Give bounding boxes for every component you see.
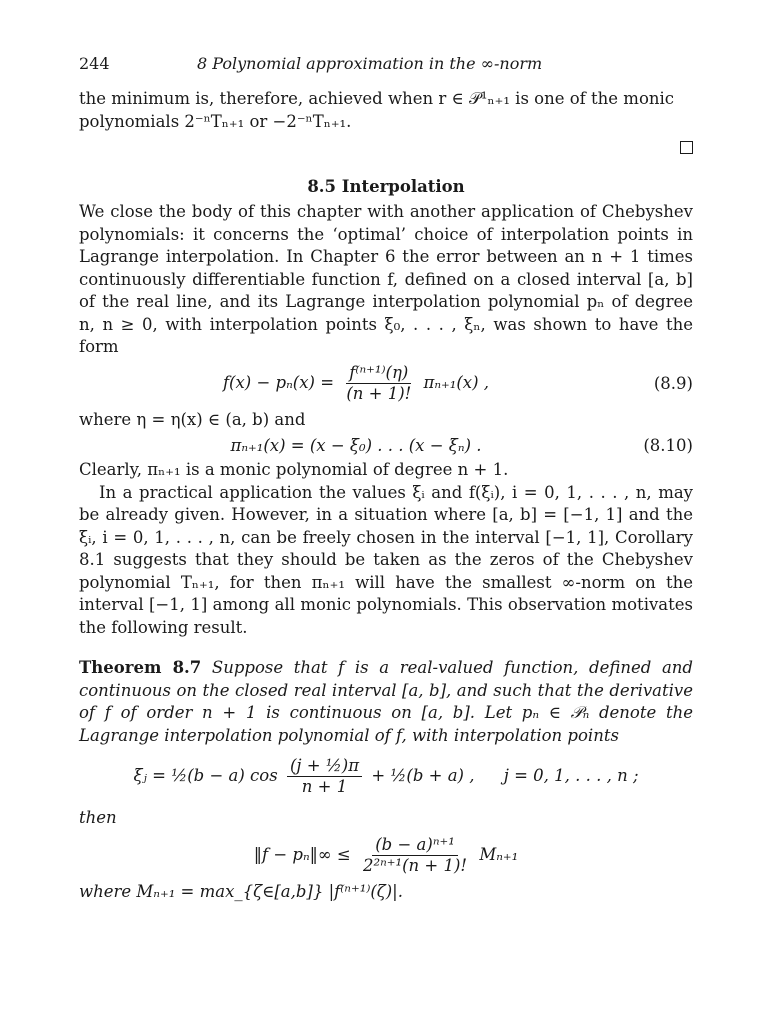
equation-8-9-rhs: πₙ₊₁(x) , bbox=[423, 373, 490, 392]
body-paragraph-1: We close the body of this chapter with another application of Chebyshev polynomials: it concerns the ‘optimal’ choice of interpolation points in Lagrange interpolation. In Chapter 6 the error between an n + 1 times continuously differentiable function f, defined on a closed interval [a, b] of the real line, and its Lagrange interpolation polynomial pₙ of degree n, n ≥ 0, with interpolation points ξ₀, . . . , ξₙ, was shown to have the form bbox=[79, 202, 693, 356]
equation-xi-denominator: n + 1 bbox=[301, 776, 348, 796]
running-head bbox=[79, 48, 693, 72]
equation-xi-fraction bbox=[287, 757, 362, 796]
page-number: 244 bbox=[79, 54, 110, 73]
section-title: 8.5 Interpolation bbox=[307, 177, 465, 196]
equation-bound-lhs: ‖f − pₙ‖∞ ≤ bbox=[253, 844, 351, 864]
intro-line-2: polynomials 2⁻ⁿTₙ₊₁ or −2⁻ⁿTₙ₊₁. bbox=[79, 111, 352, 131]
equation-8-9-fraction bbox=[343, 364, 414, 403]
equation-8-9-denominator: (n + 1)! bbox=[346, 384, 412, 403]
equation-xi-numerator: (j + ½)π bbox=[287, 757, 362, 777]
body-paragraph-2: In a practical application the values ξᵢ and f(ξᵢ), i = 0, 1, . . . , n, may be already given. However, in a situation where [a, b] = [−1, 1] and the ξᵢ, i = 0, 1, . . . , n, can be freely chosen in the interval [−1, 1], Corollary 8.1 suggests that they should be taken as the zeros of the Chebyshev polynomial Tₙ₊₁, for then πₙ₊₁ will have the smallest ∞-norm on the interval [−1, 1] among all monic polynomials. This observation motivates the following result. bbox=[79, 482, 693, 637]
qed-box-icon bbox=[680, 141, 693, 154]
then-line: then bbox=[79, 808, 117, 827]
equation-8-10-body: πₙ₊₁(x) = (x − ξ₀) . . . (x − ξₙ) . bbox=[230, 435, 482, 455]
equation-bound-denominator: 2²ⁿ⁺¹(n + 1)! bbox=[363, 855, 468, 875]
equation-8-9-body bbox=[79, 364, 633, 403]
qed-row bbox=[79, 133, 693, 159]
equation-bound-rhs: Mₙ₊₁ bbox=[479, 844, 519, 864]
equation-xi-body bbox=[79, 757, 693, 796]
theorem-where-line: where Mₙ₊₁ = max_{ζ∈[a,b]} |f⁽ⁿ⁺¹⁾(ζ)|. bbox=[79, 882, 403, 901]
equation-8-10 bbox=[79, 431, 693, 459]
equation-bound-body bbox=[79, 836, 693, 875]
equation-xi bbox=[79, 747, 693, 805]
equation-8-9-label: (8.9) bbox=[653, 374, 693, 393]
equation-xi-lhs: ξⱼ = ½(b − a) cos bbox=[133, 765, 278, 785]
theorem-label: Theorem 8.7 bbox=[79, 658, 202, 677]
where-line: where η = η(x) ∈ (a, b) and bbox=[79, 409, 306, 429]
equation-xi-rhs: + ½(b + a) , bbox=[371, 765, 475, 785]
intro-line-1: the minimum is, therefore, achieved when r ∈ 𝒫¹ₙ₊₁ is one of the monic bbox=[79, 89, 675, 108]
equation-8-9 bbox=[79, 359, 693, 409]
equation-bound-fraction bbox=[360, 836, 470, 875]
theorem-text: Suppose that f is a real-valued function, defined and continuous on the closed real interval [a, b], and such that the derivative of f of order n + 1 is continuous on [a, b]. Let pₙ ∈ 𝒫ₙ denote the Lagrange interpolation polynomial of f, with interpolation points bbox=[79, 658, 693, 745]
equation-8-10-label: (8.10) bbox=[643, 435, 693, 455]
running-title: 8 Polynomial approximation in the ∞-norm bbox=[197, 54, 543, 73]
equation-8-9-numerator: f⁽ⁿ⁺¹⁾(η) bbox=[346, 364, 411, 384]
equation-xi-range: j = 0, 1, . . . , n ; bbox=[503, 765, 639, 785]
equation-bound bbox=[79, 829, 693, 881]
equation-bound-numerator: (b − a)ⁿ⁺¹ bbox=[372, 836, 458, 856]
page bbox=[79, 48, 693, 903]
equation-8-9-lhs: f(x) − pₙ(x) = bbox=[222, 373, 335, 392]
theorem-8-7 bbox=[79, 657, 693, 903]
clearly-line: Clearly, πₙ₊₁ is a monic polynomial of degree n + 1. bbox=[79, 460, 509, 479]
